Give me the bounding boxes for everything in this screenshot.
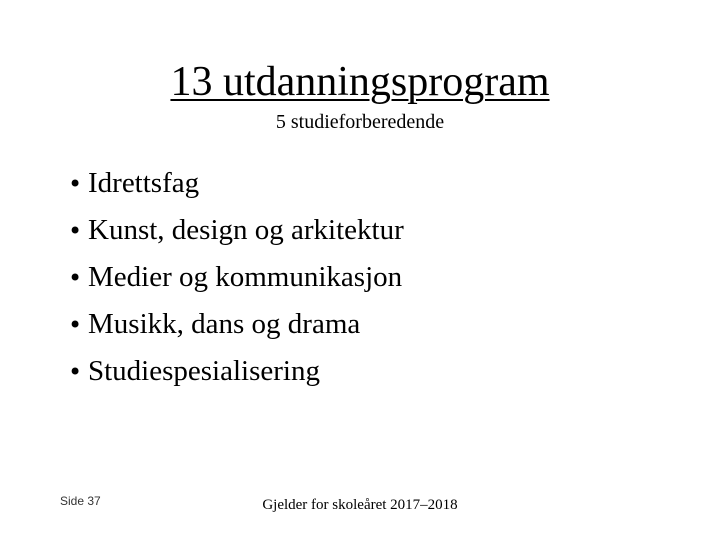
list-item-label: Kunst, design og arkitektur	[88, 214, 404, 246]
list-item	[68, 160, 404, 207]
bullet-icon: •	[68, 264, 83, 292]
list-item-label: Medier og kommunikasjon	[88, 261, 403, 293]
bullet-icon: •	[68, 217, 83, 245]
page-number: Side 37	[60, 494, 101, 508]
footer-note: Gjelder for skoleåret 2017–2018	[262, 497, 458, 513]
list-item-label: Musikk, dans og drama	[88, 308, 361, 340]
list-item-label: Studiespesialisering	[88, 355, 320, 387]
slide-subtitle: 5 studieforberedende	[275, 111, 445, 133]
bullet-icon: •	[68, 358, 83, 386]
list-item	[68, 254, 404, 301]
list-item-label: Idrettsfag	[88, 167, 200, 199]
list-item	[68, 301, 404, 348]
bullet-icon: •	[68, 170, 83, 198]
slide-title: 13 utdanningsprogram	[170, 59, 550, 105]
list-item	[68, 207, 404, 254]
list-item	[68, 348, 404, 395]
bullet-icon: •	[68, 311, 83, 339]
program-list	[68, 160, 404, 395]
